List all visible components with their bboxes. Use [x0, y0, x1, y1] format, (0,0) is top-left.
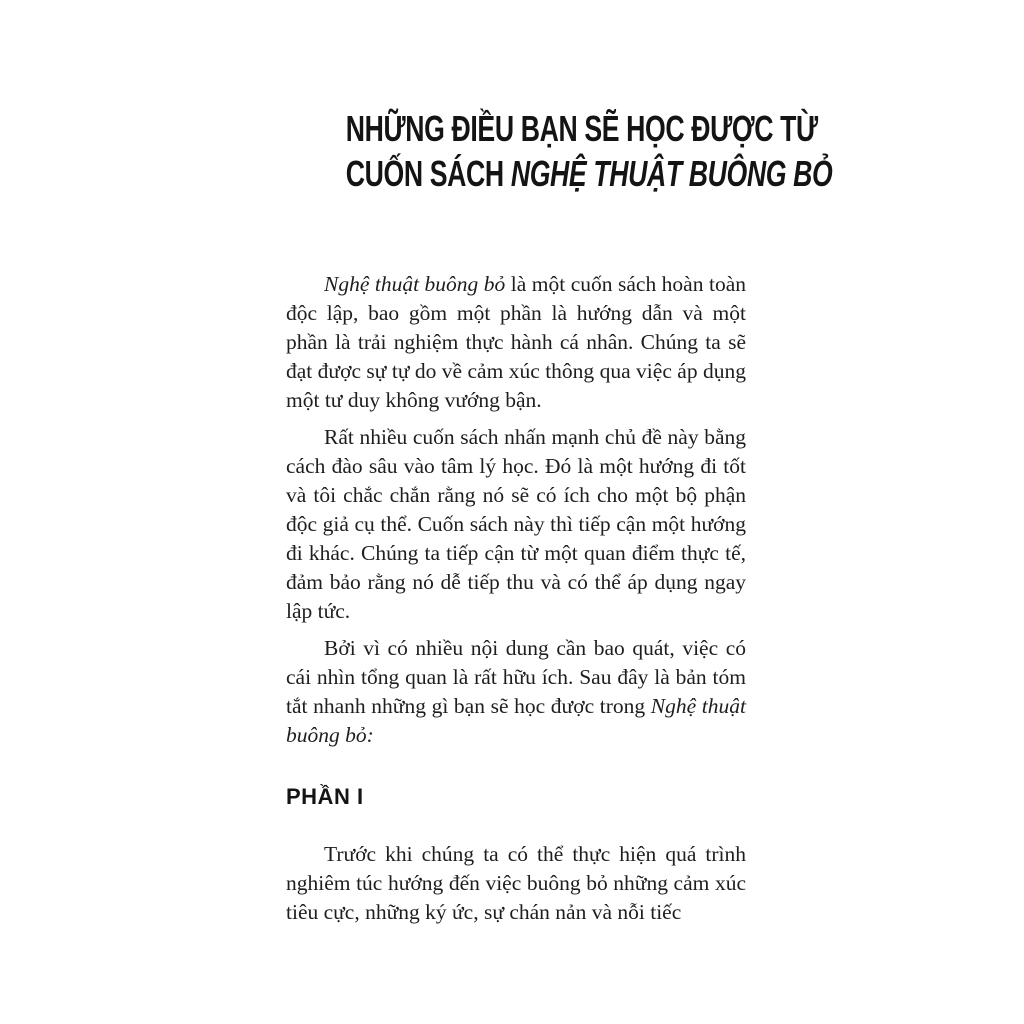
section-heading-phan-1: PHẦN I [286, 784, 364, 809]
book-title-italic-run: Nghệ thuật buông bỏ [324, 272, 506, 296]
paragraph-part1-opening: Trước khi chúng ta có thể thực hiện quá trình nghiêm túc hướng đến việc buông bỏ những cảm xúc tiêu cực, những ký ức, sự chán nản và nỗi tiếc [286, 842, 746, 924]
chapter-title-line2-regular: CUỐN SÁCH [345, 153, 511, 194]
paragraph-overview-text: Bởi vì có nhiều nội dung cần bao quát, việc có cái nhìn tổng quan là rất hữu ích. Sau đây là bản tóm tắt nhanh những gì bạn sẽ học được trong [286, 636, 746, 718]
paragraph-approach: Rất nhiều cuốn sách nhấn mạnh chủ đề này bằng cách đào sâu vào tâm lý học. Đó là một hướng đi tốt và tôi chắc chắn rằng nó sẽ có ích cho một bộ phận độc giả cụ thể. Cuốn sách này thì tiếp cận một hướng đi khác. Chúng ta tiếp cận từ một quan điểm thực tế, đảm bảo rằng nó dễ tiếp thu và có thể áp dụng ngay lập tức. [286, 425, 746, 623]
paragraph-intro-text: là một cuốn sách hoàn toàn độc lập, bao gồm một phần là hướng dẫn và một phần là trải nghiệm thực hành cá nhân. Chúng ta sẽ đạt được sự tự do về cảm xúc thông qua việc áp dụng một tư duy không vướng bận. [286, 272, 746, 412]
book-title-italic-run-2: Nghệ thuật buông bỏ: [286, 694, 746, 747]
text-column [286, 0, 833, 935]
chapter-title-line1: NHỮNG ĐIỀU BẠN SẼ HỌC ĐƯỢC TỪ [345, 108, 818, 149]
paragraph-intro [286, 270, 746, 415]
chapter-title [345, 106, 833, 196]
chapter-title-book-name-italic: NGHỆ THUẬT BUÔNG BỎ [510, 153, 833, 194]
paragraph-overview [286, 634, 746, 750]
chapter-title-line2 [345, 151, 833, 196]
